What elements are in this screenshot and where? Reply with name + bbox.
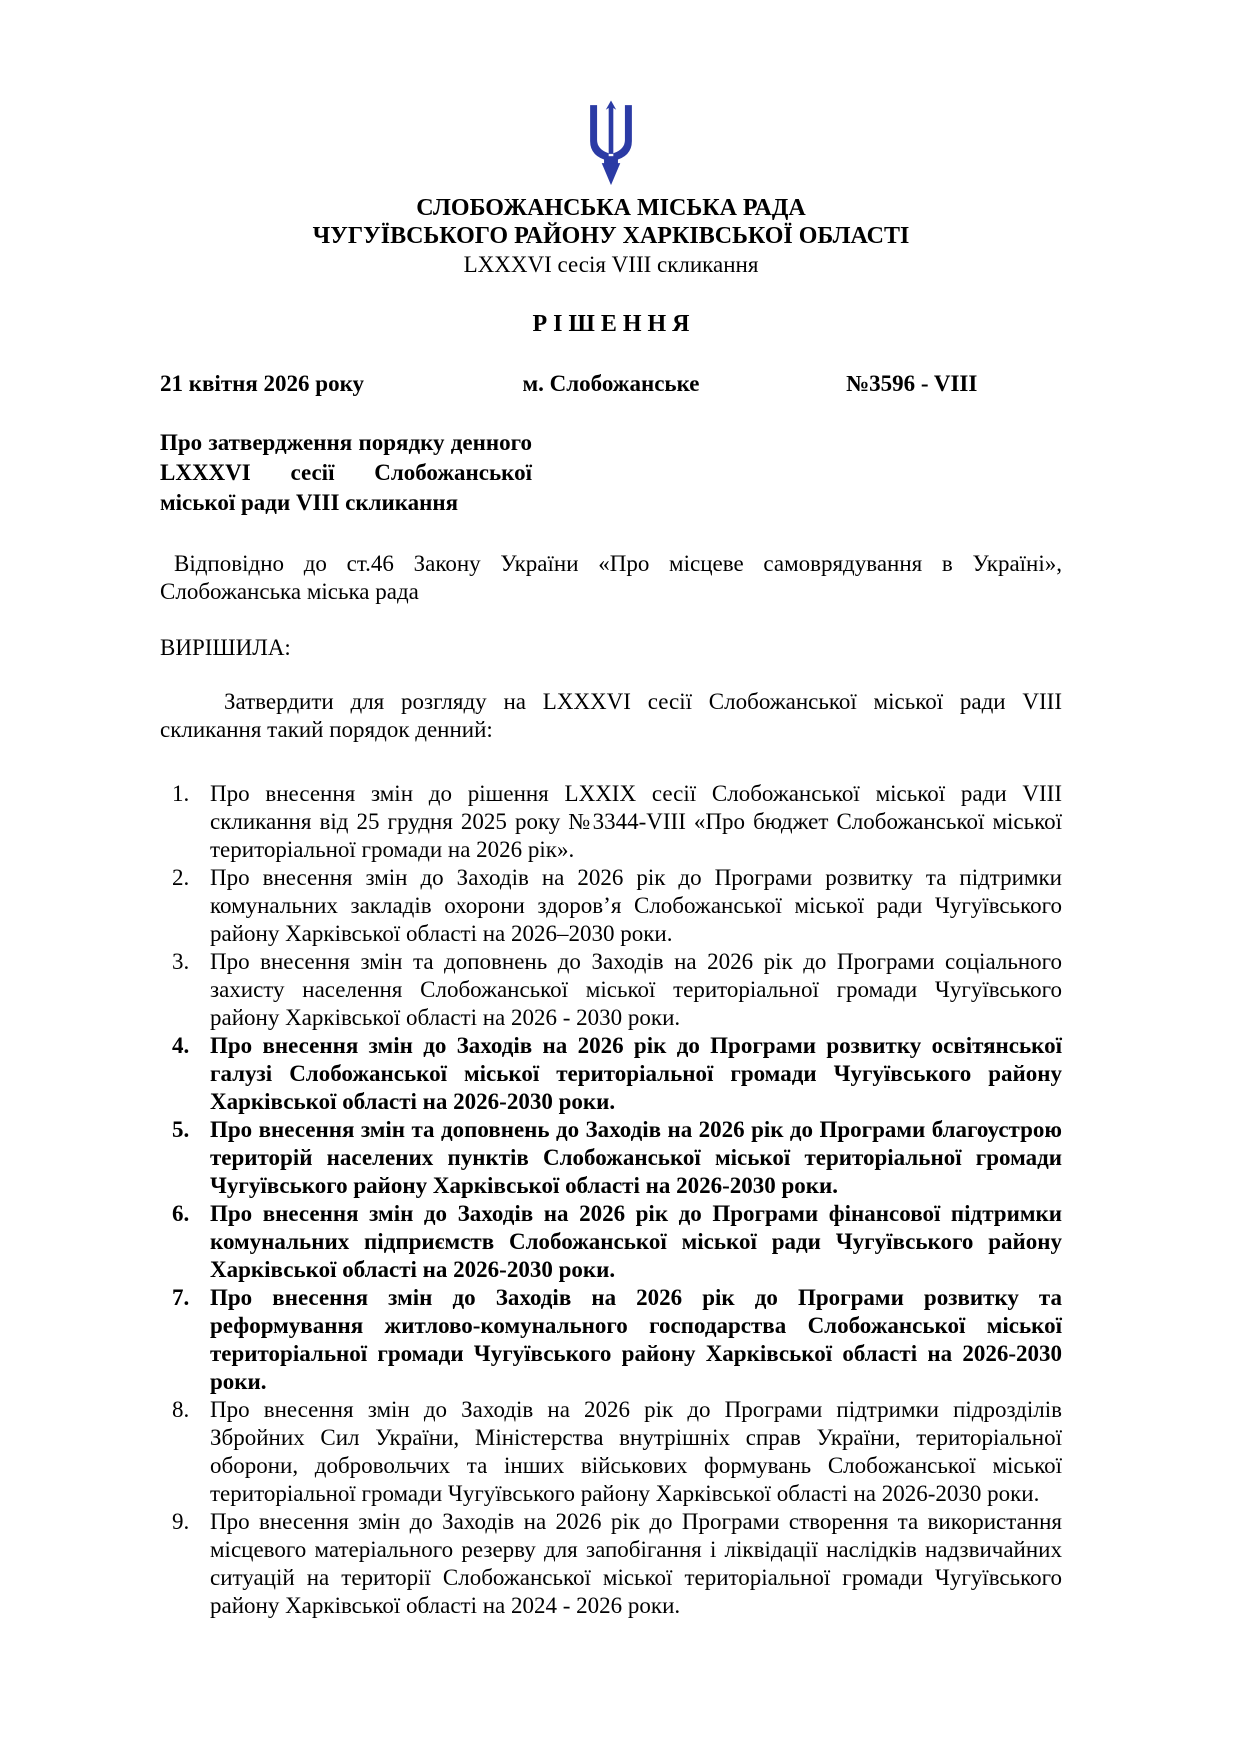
agenda-item-number: 3. [172, 949, 190, 974]
agenda-item-number: 7. [172, 1285, 190, 1310]
agenda-item-number: 1. [172, 781, 190, 806]
document-date: 21 квітня 2026 року [160, 371, 365, 396]
agenda-item [160, 948, 1062, 1032]
district-name: ЧУГУЇВСЬКОГО РАЙОНУ ХАРКІВСЬКОЇ ОБЛАСТІ [312, 223, 910, 249]
agenda-item-number: 6. [172, 1201, 190, 1226]
agenda-item-number: 2. [172, 865, 190, 890]
subject-line: Про затвердження порядку денного [160, 430, 532, 455]
agenda-item-number: 8. [172, 1397, 190, 1422]
council-name: СЛОБОЖАНСЬКА МІСЬКА РАДА [416, 195, 806, 221]
agenda-item-text: Про внесення змін та доповнень до Заходів на 2026 рік до Програми благоустрою територій населених пунктів Слобожанської міської територіальної громади Чугуївського району Харківської області на 2026-2030 роки. [210, 1117, 1062, 1198]
agenda-item [160, 1508, 1062, 1620]
session-line: LXXXVI сесія VIII скликання [463, 252, 759, 277]
meta-row [160, 370, 1062, 398]
subject-block [160, 428, 532, 518]
intro-paragraph: Затвердити для розгляду на LXXXVI сесії Слобожанської міської ради VIII скликання такий порядок денний: [160, 689, 1062, 742]
document-place: м. Слобожанське [522, 371, 700, 396]
agenda-item-number: 9. [172, 1509, 190, 1534]
agenda-item-text: Про внесення змін до рішення LXXIX сесії Слобожанської міської ради VIII скликання від 25 грудня 2025 року №3344-VIII «Про бюджет Слобожанської міської територіальної громади на 2026 рік». [210, 781, 1062, 862]
subject-line: LXXXVI сесії Слобожанської [160, 460, 532, 485]
agenda-item-text: Про внесення змін до Заходів на 2026 рік до Програми розвитку та реформування житлово-комунального господарства Слобожанської міської територіальної громади Чугуївського району Харківської області на 2026-2030 роки. [210, 1285, 1062, 1394]
agenda-item [160, 780, 1062, 864]
subject-line: міської ради VIII скликання [160, 490, 459, 515]
agenda-item-number: 4. [172, 1033, 190, 1058]
agenda-item [160, 1116, 1062, 1200]
agenda-item-text: Про внесення змін до Заходів на 2026 рік до Програми підтримки підрозділів Збройних Сил України, Міністерства внутрішніх справ України, територіальної оборони, добровольчих та інших військових формувань Слобожанської міської територіальної громади Чугуївського району Харківської області на 2026-2030 роки. [210, 1397, 1062, 1506]
ukraine-trident-emblem [160, 100, 1062, 188]
agenda-item-text: Про внесення змін до Заходів на 2026 рік до Програми розвитку освітянської галузі Слобожанської міської територіальної громади Чугуївського району Харківської області на 2026-2030 роки. [210, 1033, 1062, 1114]
agenda-item-text: Про внесення змін до Заходів на 2026 рік до Програми створення та використання місцевого матеріального резерву для запобігання і ліквідації наслідків надзвичайних ситуацій на території Слобожанської міської територіальної громади Чугуївського району Харківської області на 2024 - 2026 роки. [210, 1509, 1062, 1618]
agenda-item [160, 1200, 1062, 1284]
agenda-item [160, 864, 1062, 948]
agenda-list [160, 780, 1062, 1620]
agenda-item-text: Про внесення змін до Заходів на 2026 рік до Програми фінансової підтримки комунальних підприємств Слобожанської міської ради Чугуївського району Харківської області на 2026-2030 роки. [210, 1201, 1062, 1282]
preamble-paragraph: Відповідно до ст.46 Закону України «Про місцеве самоврядування в Україні», Слобожанська міська рада [160, 551, 1062, 604]
document-header [160, 100, 1062, 278]
resolved-word: ВИРІШИЛА: [160, 635, 291, 660]
agenda-item-text: Про внесення змін до Заходів на 2026 рік до Програми розвитку та підтримки комунальних закладів охорони здоров’я Слобожанської міської ради Чугуївського району Харківської області на 2026–2030 роки. [210, 865, 1062, 946]
agenda-item [160, 1396, 1062, 1508]
agenda-item-number: 5. [172, 1117, 190, 1142]
agenda-item-text: Про внесення змін та доповнень до Заходів на 2026 рік до Програми соціального захисту населення Слобожанської міської територіальної громади Чугуївського району Харківської області на 2026 - 2030 роки. [210, 949, 1062, 1030]
document-type-title: Р І Ш Е Н Н Я [532, 311, 690, 337]
agenda-item [160, 1032, 1062, 1116]
agenda-item [160, 1284, 1062, 1396]
document-number: №3596 - VIII [845, 371, 978, 396]
